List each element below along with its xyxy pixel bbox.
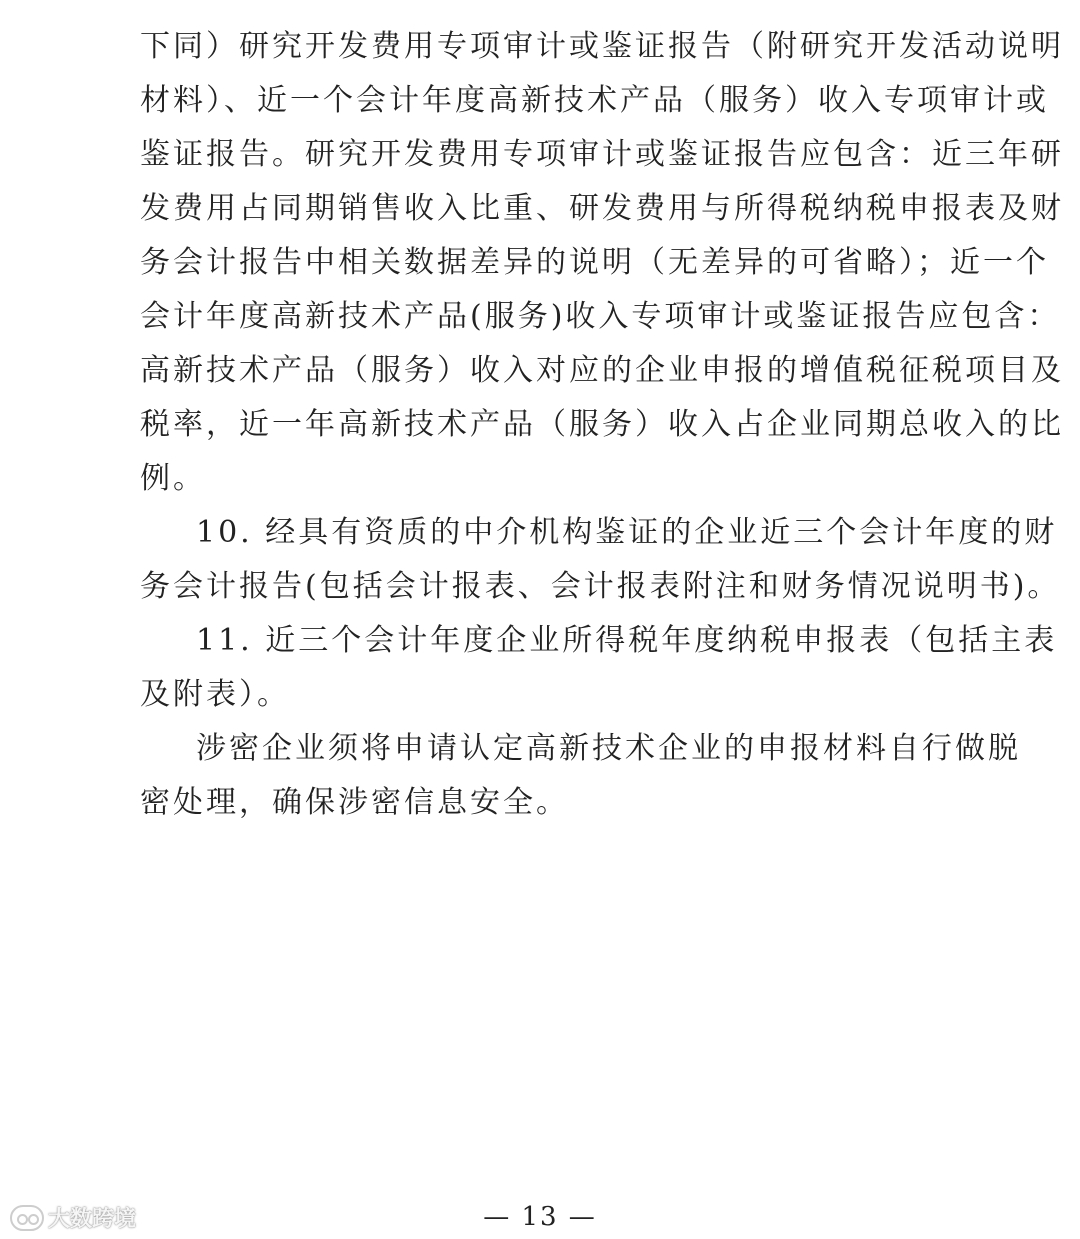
item-11-line: 及附表）。 (140, 677, 290, 712)
paragraph-line: 发费用占同期销售收入比重、研发费用与所得税纳税申报表及财 (140, 191, 1064, 226)
paragraph-line: 务会计报告中相关数据差异的说明（无差异的可省略）；近一个 (140, 245, 1049, 280)
paragraph-line: 鉴证报告。研究开发费用专项审计或鉴证报告应包含：近三年研 (140, 137, 1064, 172)
paragraph-line: 会计年度高新技术产品(服务)收入专项审计或鉴证报告应包含： (140, 299, 1061, 334)
item-11-line: 11. 近三个会计年度企业所得税年度纳税申报表（包括主表 (196, 623, 1058, 658)
page-number: — 13 — (483, 1202, 597, 1232)
paragraph-line: 税率，近一年高新技术产品（服务）收入占企业同期总收入的比 (140, 407, 1064, 442)
paragraph-line: 材料）、近一个会计年度高新技术产品（服务）收入专项审计或 (140, 83, 1049, 118)
paragraph-line: 例。 (140, 461, 206, 496)
item-10-line: 务会计报告(包括会计报表、会计报表附注和财务情况说明书)。 (140, 569, 1061, 604)
item-10-line: 10. 经具有资质的中介机构鉴证的企业近三个会计年度的财 (196, 515, 1058, 550)
note-line: 涉密企业须将申请认定高新技术企业的申报材料自行做脱 (196, 731, 1021, 766)
weibo-style-logo-icon (10, 1205, 44, 1231)
paragraph-line: 高新技术产品（服务）收入对应的企业申报的增值税征税项目及 (140, 353, 1064, 388)
watermark-text: 大数跨境 (48, 1207, 137, 1232)
paragraph-line: 下同）研究开发费用专项审计或鉴证报告（附研究开发活动说明 (140, 29, 1064, 64)
note-line: 密处理，确保涉密信息安全。 (140, 785, 569, 820)
watermark (10, 1202, 136, 1233)
